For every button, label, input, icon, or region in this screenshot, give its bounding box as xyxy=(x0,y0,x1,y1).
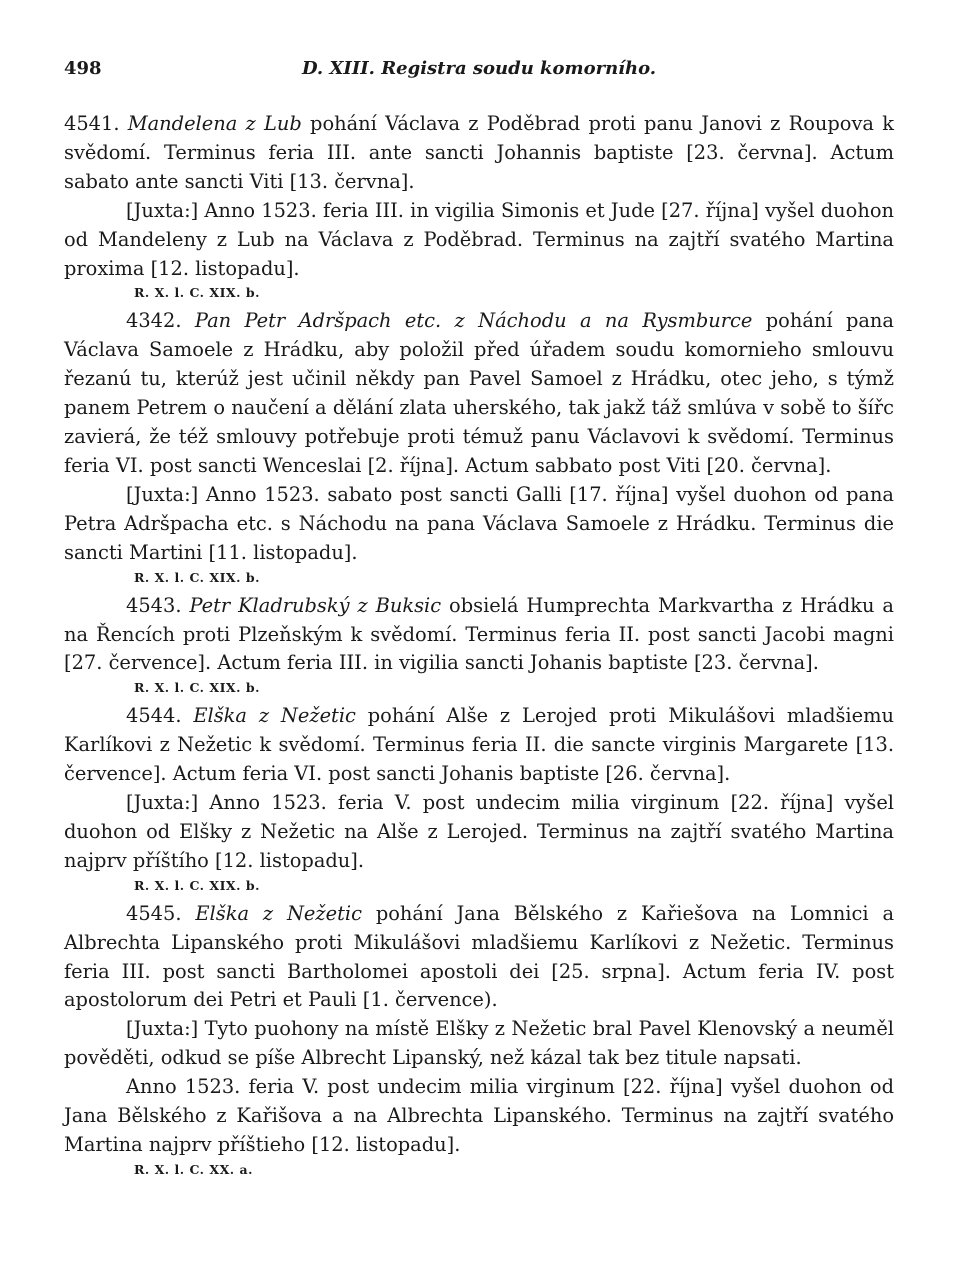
entry xyxy=(64,307,894,587)
archival-signature: R. X. l. C. XIX. b. xyxy=(134,877,260,893)
entry-paragraph xyxy=(64,110,894,197)
entry-text: pohání pana Václava Samoele z Hrádku, aby položil před úřadem soudu komornieho smlouvu řezanú tu, kterúž jest učinil někdy pan Pavel Samoel z Hrádku, otec jeho, s týmž panem Petrem o naučení a dělání zlata uherského, tak jakž táž smlúva v sobě to šířc zavierá, že též smlouvy potřebuje proti témuž panu Václavovi k svědomí. Terminus feria VI. post sancti Wenceslai [2. října]. Actum sabbato post Viti [20. června]. xyxy=(64,309,894,477)
entry-paragraph xyxy=(64,900,894,1016)
entry-names: Pan Petr Adršpach etc. z Náchodu a na Rysmburce xyxy=(194,309,753,333)
entry-text: pohání Jana Bělského z Kařiešova na Lomnici a Albrechta Lipanského proti Mikulášovi mladšiemu Karlíkovi z Nežetic. Terminus feria III. post sancti Bartholomei apostoli dei [25. srpna]. Actum feria IV. post apostolorum dei Petri et Pauli [1. července). xyxy=(64,901,894,1012)
juxta-note: [Juxta:] Anno 1523. feria V. post undecim milia virginum [22. října] vyšel duohon od Elšky z Nežetic na Alše z Lerojed. Terminus na zajtří svatého Martina najprv příštího [12. listopadu]. xyxy=(64,791,894,872)
entry-names: Petr Kladrubský z Buksic xyxy=(189,593,442,617)
entry xyxy=(64,900,894,1180)
entry-names: Elška z Nežetic xyxy=(195,901,362,925)
juxta-note: [Juxta:] Anno 1523. sabato post sancti Galli [17. října] vyšel duohon od pana Petra Adršpacha etc. s Náchodu na pana Václava Samoele z Hrádku. Terminus die sancti Martini [11. listopadu]. xyxy=(64,482,894,564)
entry-text: obsielá Humprechta Markvartha z Hrádku a na Řencích proti Plzeňským k svědomí. Terminus feria II. post sancti Jacobi magni [27. července]. Actum feria III. in vigilia sancti Johanis baptiste [23. června]. xyxy=(64,593,894,675)
entry-paragraph xyxy=(64,702,894,789)
archival-signature: R. X. l. C. XX. a. xyxy=(134,1161,253,1177)
page-header xyxy=(64,58,894,88)
page-content xyxy=(64,110,894,1180)
archival-signature: R. X. l. C. XIX. b. xyxy=(134,285,260,301)
entry-names: Elška z Nežetic xyxy=(193,704,356,728)
entry xyxy=(64,702,894,895)
juxta-note: [Juxta:] Anno 1523. feria III. in vigilia Simonis et Jude [27. října] vyšel duohon od Mandeleny z Lub na Václava z Poděbrad. Terminus na zajtří svatého Martina proxima [12. listopadu]. xyxy=(64,198,894,280)
entry xyxy=(64,592,894,699)
juxta-note: Anno 1523. feria V. post undecim milia virginum [22. října] vyšel duohon od Jana Bělského z Kařišova a na Albrechta Lipanského. Terminus na zajtří svatého Martina najprv příštieho [12. listopadu]. xyxy=(64,1075,894,1156)
running-head: D. XIII. Registra soudu komorního. xyxy=(301,58,657,79)
juxta-note: [Juxta:] Tyto puohony na místě Elšky z Nežetic bral Pavel Klenovský a neuměl pověděti, odkud se píše Albrecht Lipanský, než kázal tak bez titule napsati. xyxy=(64,1017,894,1070)
entry-paragraph xyxy=(64,592,894,679)
entry-number: 4545. xyxy=(126,901,182,925)
entry xyxy=(64,110,894,303)
archival-signature: R. X. l. C. XIX. b. xyxy=(134,680,260,696)
page xyxy=(64,58,894,1184)
entry-text: pohání Alše z Lerojed proti Mikulášovi mladšiemu Karlíkovi z Nežetic k svědomí. Terminus feria II. die sancte virginis Margarete [13. července]. Actum feria VI. post sancti Johanis baptiste [26. června]. xyxy=(64,704,894,786)
entry-names: Mandelena z Lub xyxy=(127,112,302,135)
entry-paragraph xyxy=(64,307,894,480)
entry-number: 4543. xyxy=(126,593,182,617)
archival-signature: R. X. l. C. XIX. b. xyxy=(134,569,260,585)
entry-text: pohání Václava z Poděbrad proti panu Janovi z Roupova k svědomí. Terminus feria III. ante sancti Johannis baptiste [23. června]. Actum sabato ante sancti Viti [13. června]. xyxy=(64,112,894,193)
entry-number: 4544. xyxy=(126,704,182,728)
entry-number: 4541. xyxy=(64,112,120,135)
page-number: 498 xyxy=(64,58,102,79)
entry-number: 4342. xyxy=(126,309,182,333)
